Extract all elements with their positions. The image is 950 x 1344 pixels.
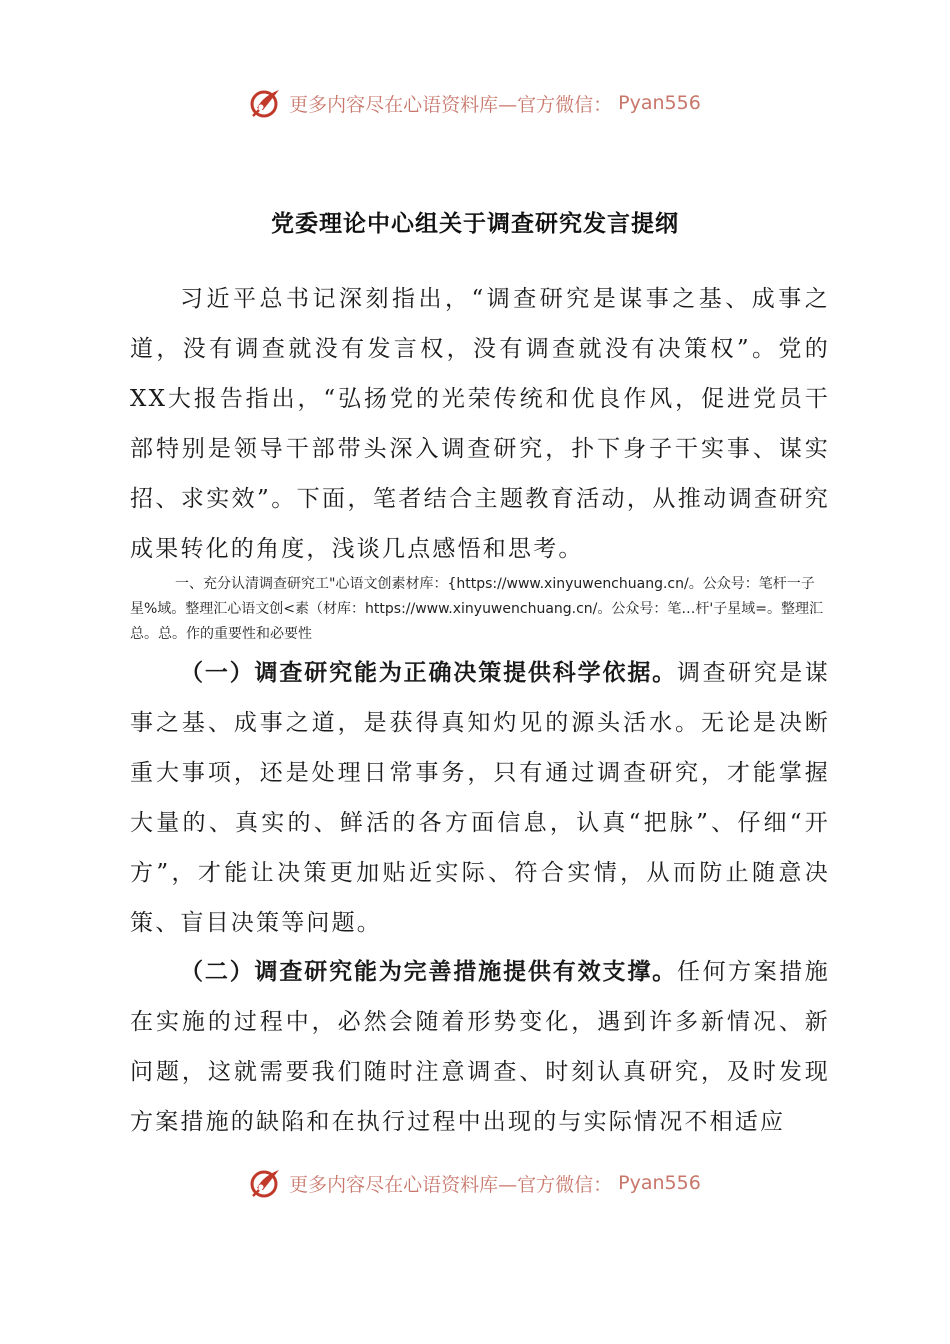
banner-wechat-id: Pyan556 [618,1172,701,1194]
footer-banner [0,1163,950,1203]
section-heading-note: 一、充分认清调查研究工"心语文创素材库：{https://www.xinyuwenchuang.cn/。公众号：笔杆一子星%域。整理汇心语文创<素（材库：https://www.xinyuwenchuang.cn/。公众号：笔…杆'子星域=。整理汇总。总。作的重要性和必要性 [130,576,823,642]
banner-text: 更多内容尽在心语资料库—官方微信： [289,1173,613,1196]
point-body-2: 任何方案措施在实施的过程中，必然会随着形势变化，遇到许多新情况、新问题，这就需要我们随时注意调查、时刻认真研究，及时发现方案措施的缺陷和在执行过程中出现的与实际情况不相适应 [130,959,831,1135]
page-title: 党委理论中心组关于调查研究发言提纲 [271,211,679,237]
banner-wechat-id: Pyan556 [618,92,701,114]
point-lead-2: （二）调查研究能为完善措施提供有效支撑。 [180,959,678,985]
point-paragraph-2 [130,947,830,1147]
banner-text: 更多内容尽在心语资料库—官方微信： [289,93,613,116]
point-paragraph-1 [130,648,830,948]
pen-logo-icon [249,1166,283,1200]
intro-paragraph: 习近平总书记深刻指出，“调查研究是谋事之基、成事之道，没有调查就没有发言权，没有调查就没有决策权”。党的XX大报告指出，“弘扬党的光荣传统和优良作风，促进党员干部特别是领导干部带头深入调查研究，扑下身子干实事、谋实招、求实效”。下面，笔者结合主题教育活动，从推动调查研究成果转化的角度，浅谈几点感悟和思考。 [130,286,830,562]
point-body-1: 调查研究是谋事之基、成事之道，是获得真知灼见的源头活水。无论是决断重大事项，还是处理日常事务，只有通过调查研究，才能掌握大量的、真实的、鲜活的各方面信息，认真“把脉”、仔细“开方”，才能让决策更加贴近实际、符合实情，从而防止随意决策、盲目决策等问题。 [130,660,831,936]
point-lead-1: （一）调查研究能为正确决策提供科学依据。 [180,660,678,686]
header-banner [0,83,950,123]
pen-logo-icon [249,86,283,120]
